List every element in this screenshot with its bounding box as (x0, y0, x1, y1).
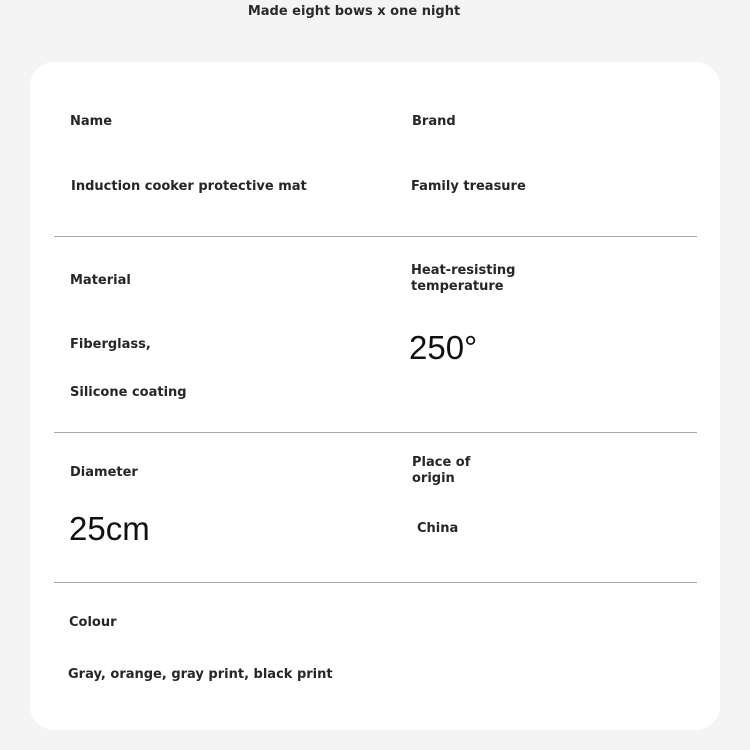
diameter-label: Diameter (70, 465, 138, 480)
heat-label-line1: Heat-resisting (411, 263, 516, 278)
spec-card (30, 62, 720, 730)
origin-label-line2: origin (412, 471, 455, 486)
diameter-value: 25cm (69, 510, 150, 547)
divider-1 (54, 236, 697, 237)
heat-label-line2: temperature (411, 279, 504, 294)
material-value-line1: Fiberglass, (70, 337, 151, 352)
heat-value: 250° (409, 329, 478, 366)
colour-label: Colour (69, 615, 117, 630)
colour-value: Gray, orange, gray print, black print (68, 667, 333, 682)
origin-label-line1: Place of (412, 455, 471, 470)
brand-label: Brand (412, 114, 456, 129)
origin-value: China (417, 521, 459, 536)
material-label: Material (70, 273, 131, 288)
material-value-line2: Silicone coating (70, 385, 187, 400)
page-caption: Made eight bows x one night (247, 4, 461, 19)
divider-2 (54, 432, 697, 433)
brand-value: Family treasure (411, 179, 526, 194)
name-label: Name (70, 114, 113, 129)
divider-3 (54, 582, 697, 583)
name-value: Induction cooker protective mat (71, 179, 307, 194)
